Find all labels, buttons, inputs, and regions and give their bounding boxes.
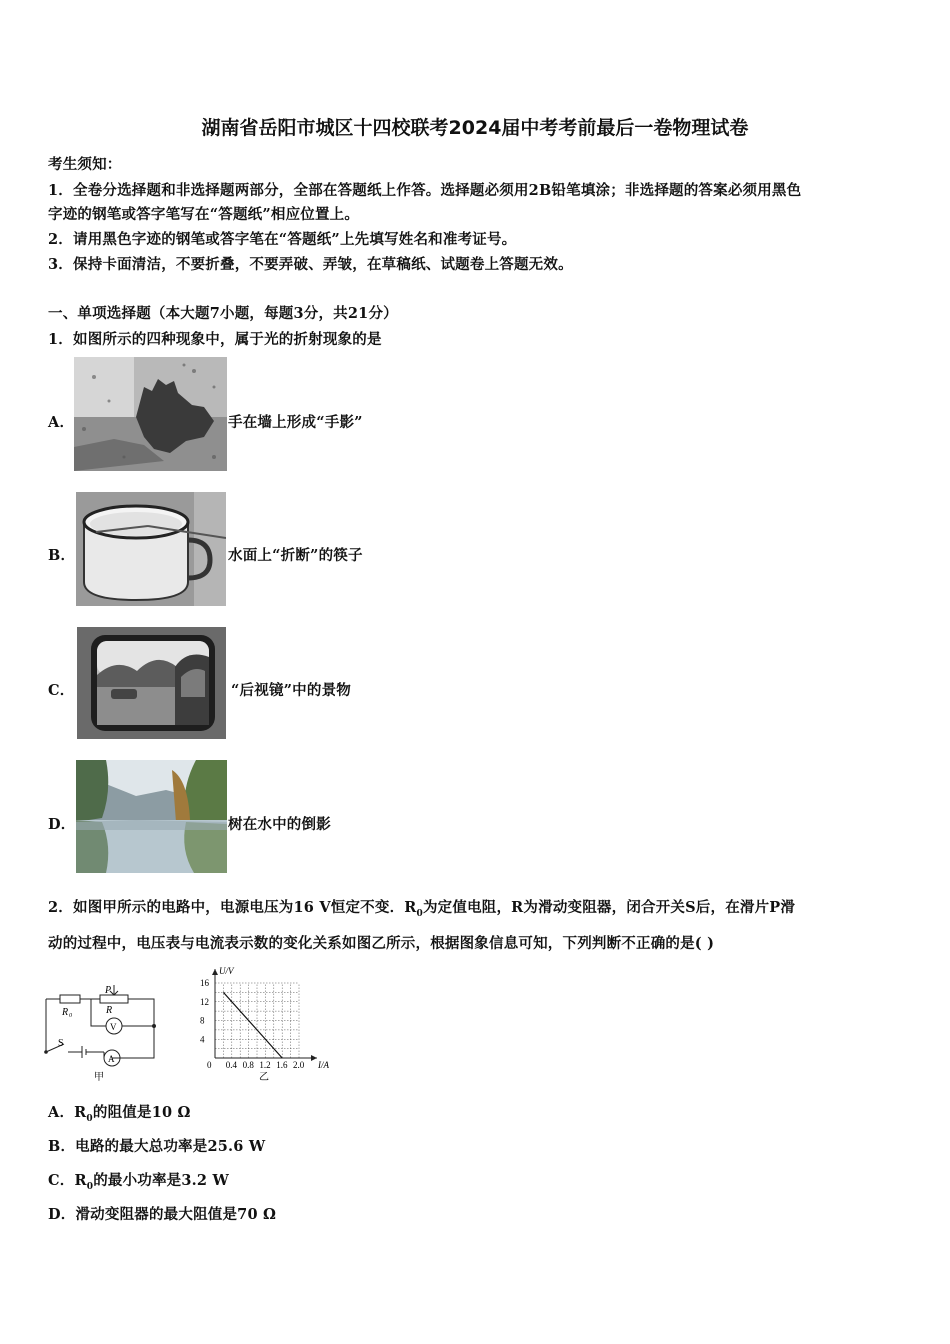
- label-r: R: [106, 1005, 113, 1016]
- notice-heading: 考生须知：: [48, 156, 122, 173]
- rearview-mirror-photo: [77, 627, 226, 739]
- q2-stem-line-2: 动的过程中，电压表与电流表示数的变化关系如图乙所示，根据图象信息可知，下列判断不正确的是( ): [48, 935, 715, 952]
- circuit-diagram: [42, 980, 167, 1086]
- notice-line-3: 2．请用黑色字迹的钢笔或答字笔在“答题纸”上先填写姓名和准考证号。: [48, 231, 517, 248]
- label-a: A: [108, 1054, 115, 1064]
- x-axis-arrow: [311, 1055, 317, 1061]
- y-tick-label: 16: [200, 978, 209, 988]
- label-r0: R: [62, 1007, 69, 1018]
- y-tick-label: 12: [200, 996, 209, 1007]
- bent-chopstick-photo: [76, 492, 226, 606]
- x-tick-label: 1.6: [276, 1060, 288, 1070]
- y-axis-label: U/V: [219, 966, 234, 976]
- q1-option-c-text: “后视镜”中的景物: [231, 682, 351, 699]
- q2-option-b: B．电路的最大总功率是25.6 W: [48, 1138, 266, 1155]
- lake-reflection-photo: [76, 760, 227, 873]
- x-tick-label: 0.4: [225, 1060, 238, 1070]
- y-tick-label: 8: [200, 1015, 205, 1026]
- q1-option-b-letter: B．: [48, 547, 76, 564]
- q1-option-d-letter: D．: [48, 816, 76, 833]
- label-p: P: [105, 985, 112, 996]
- x-tick-label: 0.8: [242, 1060, 254, 1070]
- q1-stem: 1．如图所示的四种现象中，属于光的折射现象的是: [48, 331, 382, 348]
- q2-option-a: A．$R_0$的阻值是10 Ω: [48, 1104, 191, 1124]
- label-v: V: [110, 1022, 117, 1032]
- page-title: 湖南省岳阳市城区十四校联考2024届中考考前最后一卷物理试卷: [201, 117, 749, 139]
- label-r0-sub: 0: [69, 1013, 72, 1019]
- x-axis-label: I/A: [318, 1060, 329, 1070]
- y-axis-arrow: [212, 969, 218, 975]
- circuit-caption: 甲: [94, 1072, 104, 1083]
- x-tick-label: 0: [207, 1060, 212, 1070]
- q2-stem-line-1: 2．如图甲所示的电路中，电源电压为16 V恒定不变．$R_0$为定值电阻，R为滑动变阻器，闭合开关S后，在滑片P滑: [48, 899, 796, 919]
- series-line: [223, 992, 282, 1058]
- chart-caption: 乙: [259, 1072, 269, 1083]
- q2-option-d: D．滑动变阻器的最大阻值是70 Ω: [48, 1206, 277, 1223]
- notice-line-1: 1．全卷分选择题和非选择题两部分，全部在答题纸上作答。选择题必须用2B铅笔填涂；非选择题的答案必须用黑色: [48, 182, 802, 199]
- ui-graph: [198, 964, 348, 1086]
- q1-option-a-text: 手在墙上形成“手影”: [228, 414, 363, 431]
- x-tick-label: 2.0: [293, 1060, 305, 1070]
- y-tick-label: 4: [200, 1034, 205, 1045]
- q1-option-a-letter: A．: [48, 414, 75, 431]
- label-s: S: [58, 1038, 64, 1049]
- notice-line-4: 3．保持卡面清洁，不要折叠，不要弄破、弄皱，在草稿纸、试题卷上答题无效。: [48, 256, 573, 273]
- x-tick-label: 1.2: [259, 1060, 271, 1070]
- q1-option-d-text: 树在水中的倒影: [228, 816, 331, 833]
- q2-option-c: C．$R_0$的最小功率是3.2 W: [48, 1172, 229, 1192]
- q1-option-b-text: 水面上“折断”的筷子: [228, 547, 363, 564]
- q1-option-c-letter: C．: [48, 682, 75, 699]
- notice-line-2: 字迹的钢笔或答字笔写在“答题纸”相应位置上。: [48, 206, 360, 223]
- hand-shadow-photo: [74, 357, 227, 471]
- section-heading: 一、单项选择题（本大题7小题，每题3分，共21分）: [48, 305, 398, 322]
